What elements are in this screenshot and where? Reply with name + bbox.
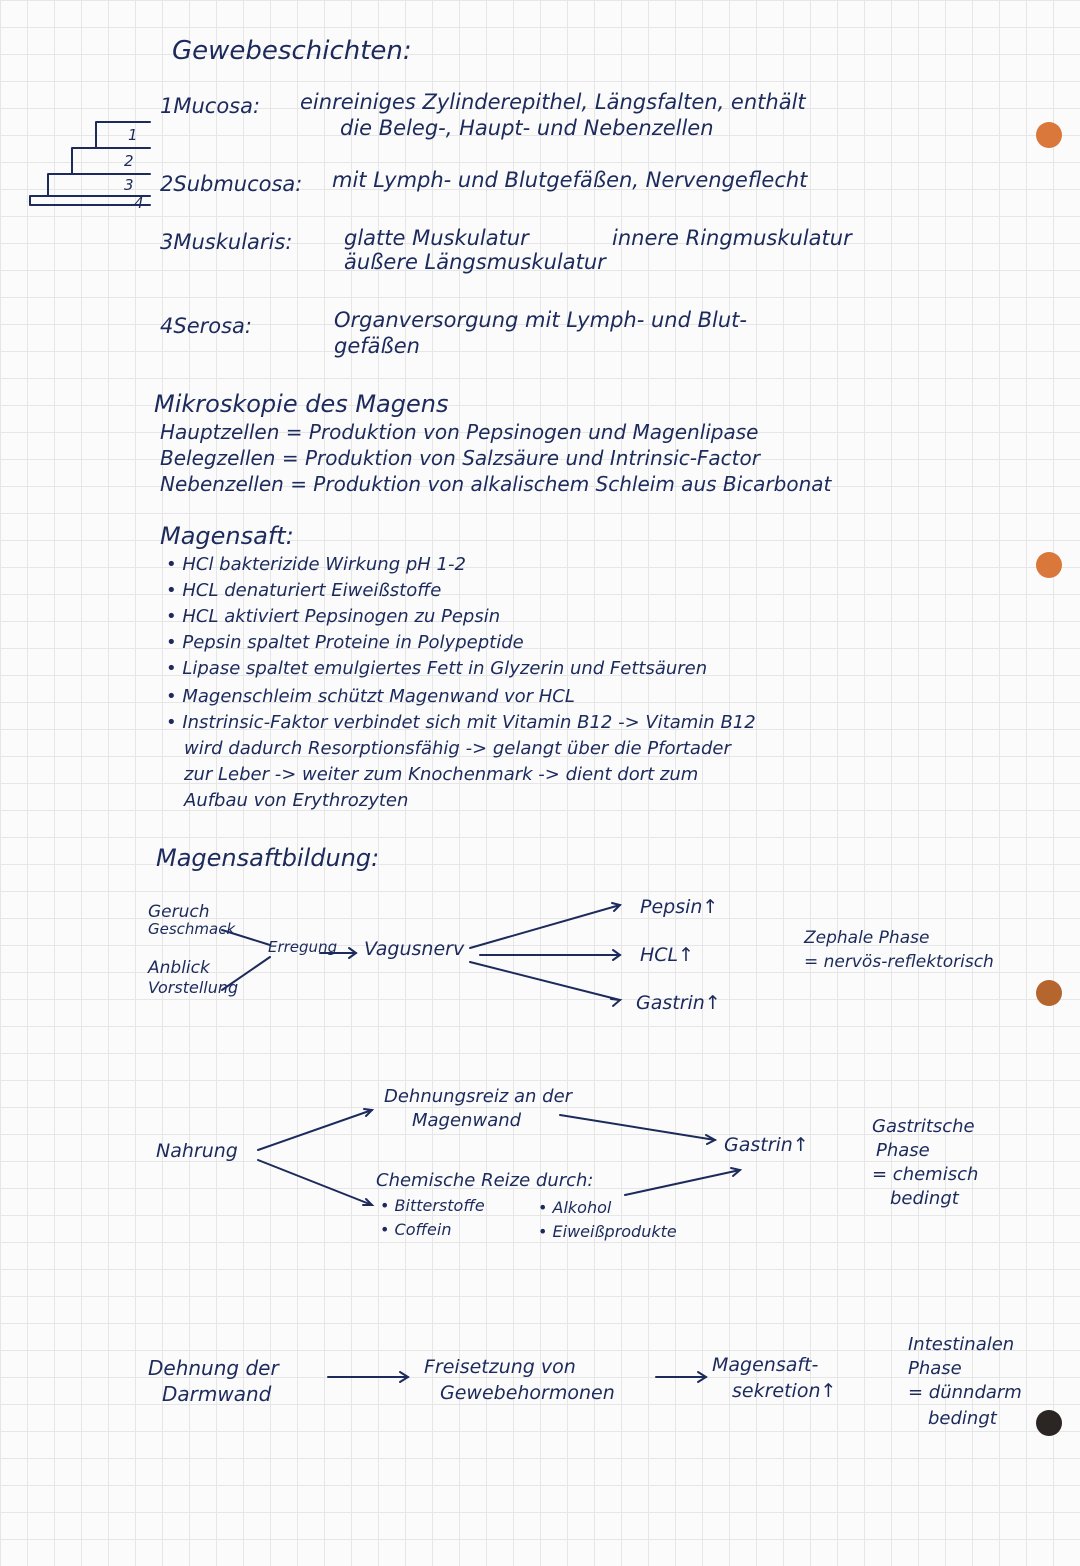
layer-label: 2Submucosa: — [160, 172, 303, 196]
stimulus-label: Dehnungsreiz an der — [384, 1086, 573, 1107]
layer-text: mit Lymph- und Blutgefäßen, Nervengeflecht — [332, 168, 808, 192]
microscopy-line: Hauptzellen = Produktion von Pepsinogen und Magenlipase — [160, 420, 759, 444]
list-item: • Coffein — [380, 1220, 452, 1239]
list-item: • Bitterstoffe — [380, 1196, 485, 1215]
list-continuation: wird dadurch Resorptionsfähig -> gelangt über die Pfortader — [184, 738, 731, 759]
section-title: Mikroskopie des Magens — [154, 390, 449, 418]
phase-label: Gastritsche — [872, 1116, 975, 1137]
input-label: Darmwand — [162, 1382, 272, 1406]
output-label: sekretion↑ — [732, 1380, 837, 1402]
list-continuation: Aufbau von Erythrozyten — [184, 790, 409, 811]
layer-text: einreiniges Zylinderepithel, Längsfalten, enthält — [300, 90, 806, 114]
input-label: Vorstellung — [148, 978, 239, 997]
layer-label: 4Serosa: — [160, 314, 252, 338]
stimulus-label: Magenwand — [412, 1110, 522, 1131]
output-label: Gastrin↑ — [636, 992, 721, 1014]
input-label: Anblick — [148, 958, 210, 978]
stimulus-label: Chemische Reize durch: — [376, 1170, 594, 1191]
list-item: • Alkohol — [538, 1198, 612, 1217]
section-title: Magensaft: — [160, 522, 294, 550]
output-label: Pepsin↑ — [640, 896, 719, 918]
list-item: • Instrinsic-Faktor verbindet sich mit Vitamin B12 -> Vitamin B12 — [166, 712, 756, 733]
output-label: HCL↑ — [640, 944, 695, 966]
layer-text: gefäßen — [334, 334, 420, 358]
layer-text: äußere Längsmuskulatur — [344, 250, 606, 274]
list-item: • Pepsin spaltet Proteine in Polypeptide — [166, 632, 524, 653]
layer-label: 1Mucosa: — [160, 94, 261, 118]
list-item: • HCL denaturiert Eiweißstoffe — [166, 580, 442, 601]
input-label: Dehnung der — [148, 1356, 279, 1380]
list-item: • Eiweißprodukte — [538, 1222, 677, 1241]
step-number: 1 — [128, 126, 138, 144]
phase-label: = chemisch — [872, 1164, 979, 1185]
microscopy-line: Belegzellen = Produktion von Salzsäure und Intrinsic-Factor — [160, 446, 760, 470]
phase-label: = nervös-reflektorisch — [804, 952, 994, 972]
output-label: Magensaft- — [712, 1354, 819, 1376]
phase-label: = dünndarm — [908, 1382, 1022, 1403]
microscopy-line: Nebenzellen = Produktion von alkalischem Schleim aus Bicarbonat — [160, 472, 832, 496]
phase-label: Phase — [908, 1358, 962, 1379]
nerve-label: Vagusnerv — [364, 938, 465, 960]
list-item: • Lipase spaltet emulgiertes Fett in Glyzerin und Fettsäuren — [166, 658, 708, 679]
layer-text: die Beleg-, Haupt- und Nebenzellen — [340, 116, 714, 140]
arrow-label: Erregung — [268, 938, 338, 956]
phase-label: Phase — [876, 1140, 930, 1161]
layer-label: 3Muskularis: — [160, 230, 293, 254]
list-item: • HCL aktiviert Pepsinogen zu Pepsin — [166, 606, 501, 627]
phase-label: bedingt — [890, 1188, 959, 1209]
section-title: Magensaftbildung: — [156, 844, 380, 872]
step-number: 4 — [134, 194, 144, 212]
phase-label: Intestinalen — [908, 1334, 1015, 1355]
input-label: Geruch — [148, 902, 210, 922]
layer-text: Organversorgung mit Lymph- und Blut- — [334, 308, 747, 332]
input-label: Nahrung — [156, 1140, 238, 1162]
list-continuation: zur Leber -> weiter zum Knochenmark -> dient dort zum — [184, 764, 699, 785]
step-number: 3 — [124, 176, 134, 194]
list-item: • Magenschleim schützt Magenwand vor HCL — [166, 686, 575, 707]
layer-text: innere Ringmuskulatur — [612, 226, 852, 250]
phase-label: bedingt — [928, 1408, 997, 1429]
step-number: 2 — [124, 152, 134, 170]
section-title: Gewebeschichten: — [172, 36, 412, 66]
layer-text: glatte Muskulatur — [344, 226, 529, 250]
phase-label: Zephale Phase — [804, 928, 930, 948]
hormone-label: Gewebehormonen — [440, 1382, 615, 1404]
list-item: • HCl bakterizide Wirkung pH 1-2 — [166, 554, 466, 575]
output-label: Gastrin↑ — [724, 1134, 809, 1156]
hormone-label: Freisetzung von — [424, 1356, 576, 1378]
input-label: Geschmack — [148, 920, 236, 938]
